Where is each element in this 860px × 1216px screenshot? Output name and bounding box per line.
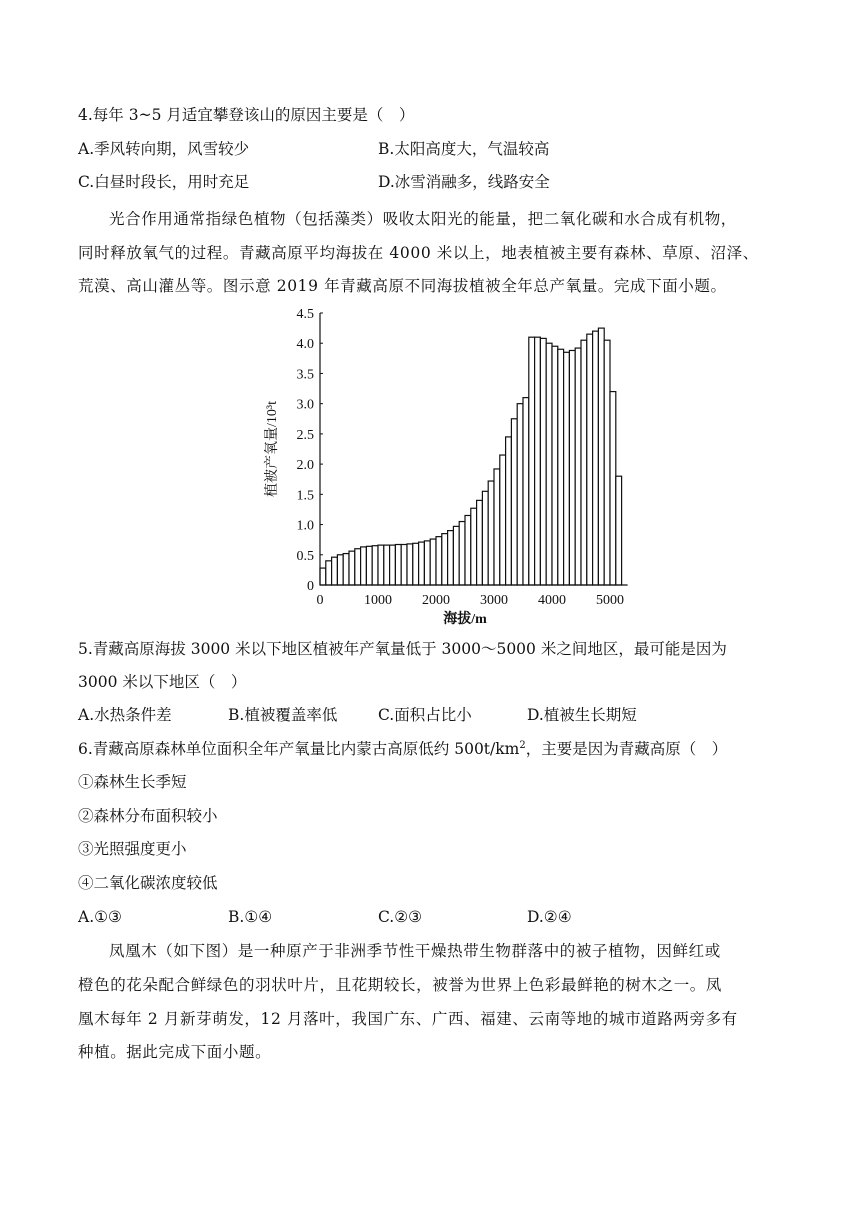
bar	[372, 546, 378, 585]
q6-option-a[interactable]: A.①③	[78, 908, 122, 926]
bar	[488, 481, 494, 585]
y-tick-label: 0	[307, 579, 314, 594]
y-tick-label: 2.0	[296, 458, 314, 474]
passage2-line3: 凰木每年 2 月新芽萌发，12 月落叶，我国广东、广西、福建、云南等地的城市道路两旁多有	[78, 1010, 738, 1028]
bar	[587, 334, 593, 585]
q5-option-a[interactable]: A.水热条件差	[78, 706, 172, 724]
q6-option-b[interactable]: B.①④	[228, 908, 273, 926]
q5-option-d[interactable]: D.植被生长期短	[527, 706, 637, 724]
bar	[453, 526, 459, 585]
bar	[494, 469, 500, 585]
oxygen-production-chart	[262, 302, 642, 632]
passage1-line2: 同时释放氧气的过程。青藏高原平均海拔在 4000 米以上，地表植被主要有森林、草原、沼泽、	[78, 244, 759, 262]
bar	[477, 500, 483, 585]
bar	[581, 340, 587, 585]
x-tick-label: 1000	[364, 593, 392, 608]
y-tick-label: 1.0	[296, 518, 314, 534]
q6-item-3: ③光照强度更小	[78, 840, 187, 858]
q6-item-2: ②森林分布面积较小	[78, 807, 218, 825]
bar	[558, 349, 564, 585]
bar	[535, 337, 541, 585]
bar	[332, 557, 338, 585]
bar	[546, 343, 552, 585]
q6-option-d[interactable]: D.②④	[527, 908, 572, 926]
x-ticks	[317, 582, 625, 608]
bar	[604, 340, 610, 585]
bar	[471, 508, 477, 585]
passage1-line1: 光合作用通常指绿色植物（包括藻类）吸收太阳光的能量，把二氧化碳和水合成有机物，	[109, 210, 737, 228]
x-tick-label: 3000	[480, 593, 508, 608]
bar	[500, 455, 506, 585]
bar	[523, 398, 529, 585]
bar	[575, 348, 581, 585]
bar	[343, 554, 349, 585]
bar	[552, 346, 558, 585]
q6-option-c[interactable]: C.②③	[378, 908, 423, 926]
q4-option-b[interactable]: B.太阳高度大，气温较高	[378, 140, 550, 158]
bar	[355, 549, 361, 585]
q6-item-1: ①森林生长季短	[78, 773, 187, 791]
x-axis-label: 海拔/m	[443, 612, 487, 627]
bar	[337, 555, 343, 585]
q4-option-c[interactable]: C.白昼时段长，用时充足	[78, 173, 250, 191]
bar	[326, 561, 332, 585]
q6-stem-pre: 6.青藏高原森林单位面积全年产氧量比内蒙古高原低约 500t/km	[78, 740, 520, 758]
bar	[384, 545, 390, 585]
bar	[390, 545, 396, 585]
x-tick-label: 4000	[538, 593, 566, 608]
bar	[506, 437, 512, 585]
x-tick-label: 5000	[596, 593, 624, 608]
q5-stem-line1: 5.青藏高原海拔 3000 米以下地区植被年产氧量低于 3000～5000 米之间地区，最可能是因为	[78, 640, 727, 658]
q4-option-d[interactable]: D.冰雪消融多，线路安全	[378, 173, 550, 191]
y-tick-label: 0.5	[296, 548, 314, 564]
q4-stem: 4.每年 3~5 月适宜攀登该山的原因主要是（ ）	[78, 106, 415, 124]
chart-bars	[320, 328, 622, 585]
bar	[564, 352, 570, 585]
bar	[511, 419, 517, 585]
q5-option-c[interactable]: C.面积占比小	[378, 706, 472, 724]
bar	[517, 404, 523, 585]
q6-stem-sup: 2	[519, 739, 526, 751]
y-tick-label: 1.5	[296, 488, 314, 504]
bar	[395, 545, 401, 585]
bar	[540, 338, 546, 585]
bar	[419, 542, 425, 585]
q5-stem-line2: 3000 米以下地区（ ）	[78, 673, 247, 691]
bar	[401, 545, 407, 585]
bar	[482, 491, 488, 585]
bar	[361, 547, 367, 585]
bar	[529, 337, 535, 585]
y-tick-label: 4.5	[296, 307, 314, 322]
bar	[610, 392, 616, 585]
bar	[465, 515, 471, 585]
y-tick-label: 2.5	[296, 427, 314, 443]
bar	[349, 551, 355, 585]
bar	[459, 522, 465, 585]
y-tick-label: 4.0	[296, 337, 314, 353]
passage2-line1: 凤凰木（如下图）是一种原产于非洲季节性干燥热带生物群落中的被子植物，因鲜红或	[109, 942, 721, 960]
bar	[424, 541, 430, 585]
bar	[413, 543, 419, 585]
y-axis-label: 植被产氧量/10³t	[265, 401, 280, 497]
bar	[593, 331, 599, 585]
q5-option-b[interactable]: B.植被覆盖率低	[228, 706, 338, 724]
bar	[430, 539, 436, 585]
bar	[320, 568, 326, 585]
passage2-line2: 橙色的花朵配合鲜绿色的羽状叶片，且花期较长，被誉为世界上色彩最鲜艳的树木之一。凤	[78, 976, 723, 994]
bar	[436, 537, 442, 585]
q6-stem	[78, 738, 727, 760]
y-tick-label: 3.0	[296, 397, 314, 413]
bar	[366, 546, 372, 585]
bar	[442, 534, 448, 585]
q6-item-4: ④二氧化碳浓度较低	[78, 874, 218, 892]
y-ticks	[297, 307, 324, 594]
passage2-line4: 种植。据此完成下面小题。	[78, 1043, 272, 1061]
q6-stem-post: ，主要是因为青藏高原（ ）	[525, 740, 728, 758]
q4-option-a[interactable]: A.季风转向期，风雪较少	[78, 140, 250, 158]
bar	[407, 544, 413, 585]
bar	[569, 350, 575, 585]
passage1-line3: 荒漠、高山灌丛等。图示意 2019 年青藏高原不同海拔植被全年总产氧量。完成下面小题。	[78, 277, 727, 295]
bar	[448, 531, 454, 585]
y-tick-label: 3.5	[296, 367, 314, 383]
bar	[378, 545, 384, 585]
bar	[598, 328, 604, 585]
x-tick-label: 0	[316, 593, 324, 608]
x-tick-label: 2000	[422, 593, 450, 608]
bar	[616, 476, 622, 585]
